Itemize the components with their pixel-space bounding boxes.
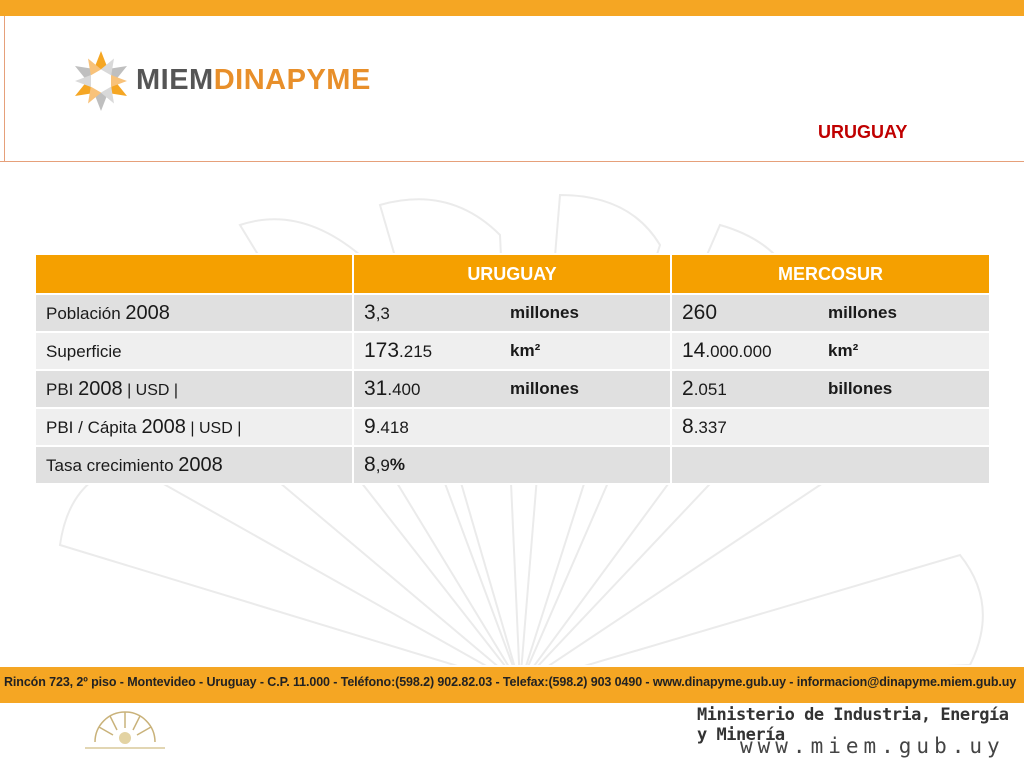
top-accent-bar — [0, 0, 1024, 16]
header-divider — [0, 161, 1024, 162]
uruguay-value: 8,9 % — [353, 446, 671, 484]
mercosur-value — [671, 446, 990, 484]
mercosur-value: 8.337 — [671, 408, 990, 446]
miem-dinapyme-logo — [68, 48, 378, 114]
header-empty — [35, 254, 353, 294]
ministry-name: Ministerio de Industria, Energía y Minería — [697, 705, 1009, 745]
mercosur-value: 2.051 billones — [671, 370, 990, 408]
table-row — [35, 370, 990, 408]
logo-dinapyme-text: DINAPYME — [213, 64, 371, 96]
row-label: Tasa crecimiento 2008 — [35, 446, 353, 484]
table-row — [35, 332, 990, 370]
uruguay-value: 31.400 millones — [353, 370, 671, 408]
row-label: Superficie — [35, 332, 353, 370]
row-label: PBI / Cápita 2008 | USD | — [35, 408, 353, 446]
table-row — [35, 294, 990, 332]
table-row — [35, 446, 990, 484]
table-header-row — [35, 254, 990, 294]
row-label: PBI 2008 | USD | — [35, 370, 353, 408]
footer-contact-info: Rincón 723, 2º piso - Montevideo - Uruguay - C.P. 11.000 - Teléfono:(598.2) 902.82.03 - Telefax:(598.2) 903 0490 - www.dinapyme.gub.uy - informacion@dinapyme.miem.gub.uy — [4, 675, 1017, 689]
table-row — [35, 408, 990, 446]
mercosur-value: 14.000.000 km² — [671, 332, 990, 370]
uruguay-sun-emblem-icon — [60, 702, 190, 762]
header-uruguay: URUGUAY — [353, 254, 671, 294]
mercosur-value: 260 millones — [671, 294, 990, 332]
sun-emblem-icon — [68, 48, 134, 114]
page-title: URUGUAY — [818, 122, 908, 142]
header-left-rule — [4, 16, 5, 162]
header-mercosur: MERCOSUR — [671, 254, 990, 294]
uruguay-value: 173.215 km² — [353, 332, 671, 370]
uruguay-value: 9.418 — [353, 408, 671, 446]
ministry-website: www.miem.gub.uy — [740, 734, 1005, 758]
uruguay-value: 3,3 millones — [353, 294, 671, 332]
indicators-table — [34, 253, 991, 485]
row-label: Población 2008 — [35, 294, 353, 332]
logo-wordmark — [136, 66, 371, 95]
footer-separator — [0, 696, 1024, 699]
logo-miem-text: MIEM — [136, 64, 214, 96]
